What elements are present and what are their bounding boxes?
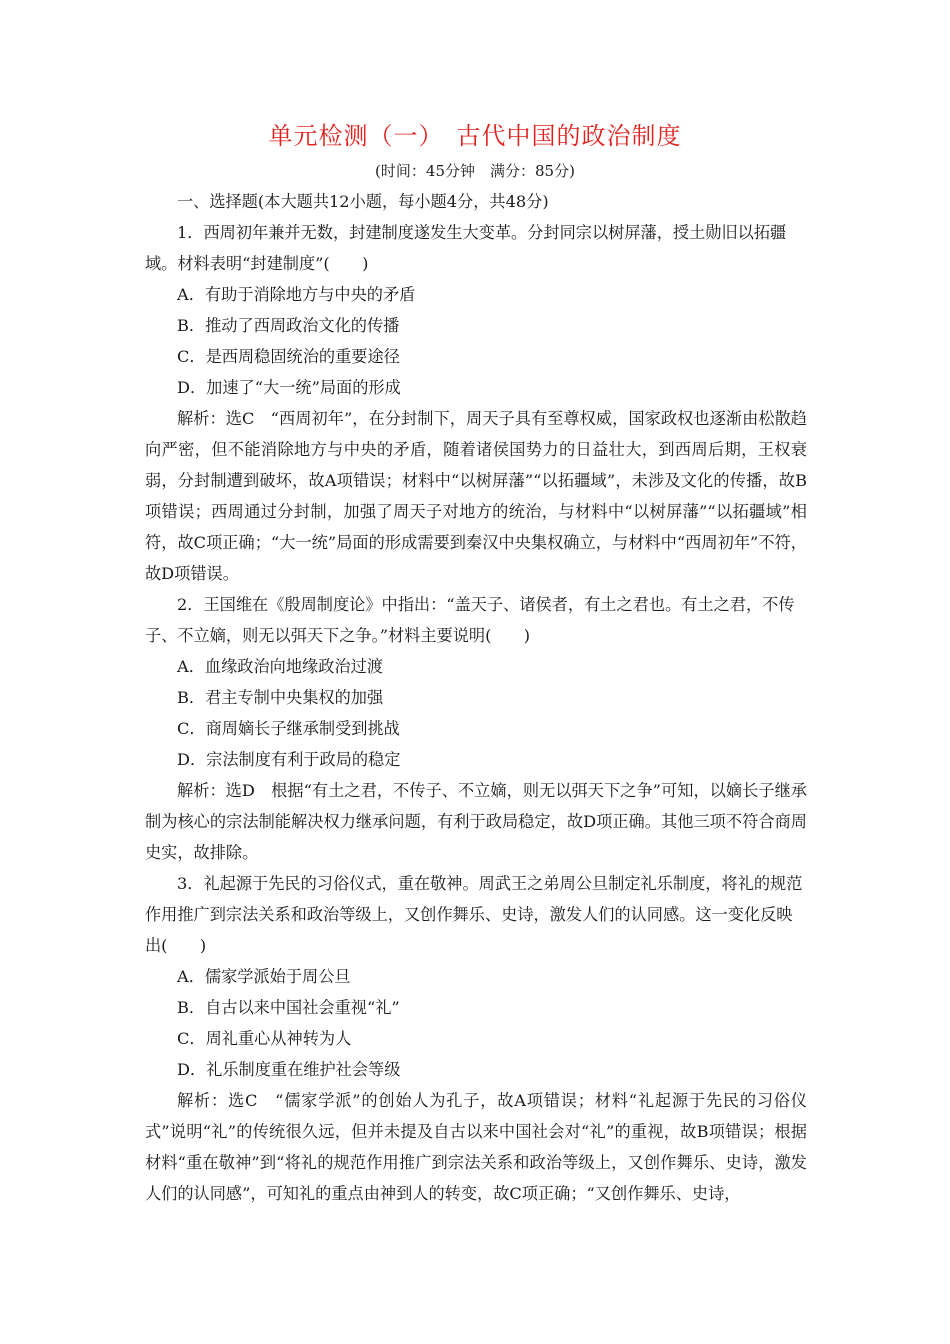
- option-a: A．血缘政治向地缘政治过渡: [177, 657, 383, 676]
- option-a: A．儒家学派始于周公旦: [177, 967, 351, 986]
- answer-analysis: 解析：选D 根据“有土之君，不传子、不立嫡，则无以弭天下之争”可知，以嫡长子继承制为核心的宗法制能解决权力继承问题，有利于政局稳定，故D项正确。其他三项不符合商周史实，故排除。: [145, 781, 807, 862]
- option-d: D．礼乐制度重在维护社会等级: [177, 1060, 401, 1079]
- option-c: C．商周嫡长子继承制受到挑战: [177, 719, 400, 738]
- section-heading: 一、选择题(本大题共12小题，每小题4分，共48分): [177, 192, 549, 211]
- option-b: B．君主专制中央集权的加强: [177, 688, 384, 707]
- option-d: D．加速了“大一统”局面的形成: [177, 378, 401, 397]
- option-c: C．是西周稳固统治的重要途径: [177, 347, 400, 366]
- answer-analysis: 解析：选C “西周初年”，在分封制下，周天子具有至尊权威，国家政权也逐渐由松散趋向严密，但不能消除地方与中央的矛盾，随着诸侯国势力的日益壮大，到西周后期，王权衰弱，分封制遭到破坏，故A项错误；材料中“以树屏藩”“以拓疆域”，未涉及文化的传播，故B项错误；西周通过分封制，加强了周天子对地方的统治，与材料中“以树屏藩”“以拓疆域”相符，故C项正确；“大一统”局面的形成需要到秦汉中央集权确立，与材料中“西周初年”不符，故D项错误。: [145, 409, 807, 583]
- question-stem: 2．王国维在《殷周制度论》中指出：“盖天子、诸侯者，有土之君也。有土之君，不传子、不立嫡，则无以弭天下之争。”材料主要说明( ): [145, 595, 795, 645]
- option-b: B．推动了西周政治文化的传播: [177, 316, 400, 335]
- document-body: [145, 186, 807, 1209]
- option-c: C．周礼重心从神转为人: [177, 1029, 352, 1048]
- option-b: B．自古以来中国社会重视“礼”: [177, 998, 400, 1017]
- page-title: 单元检测（一） 古代中国的政治制度: [268, 122, 682, 150]
- option-a: A．有助于消除地方与中央的矛盾: [177, 285, 416, 304]
- question-stem: 3．礼起源于先民的习俗仪式，重在敬神。周武王之弟周公旦制定礼乐制度，将礼的规范作用推广到宗法关系和政治等级上，又创作舞乐、史诗，激发人们的认同感。这一变化反映出( ): [145, 874, 803, 955]
- answer-analysis: 解析：选C “儒家学派”的创始人为孔子，故A项错误；材料“礼起源于先民的习俗仪式”说明“礼”的传统很久远，但并未提及自古以来中国社会对“礼”的重视，故B项错误；根据材料“重在敬神”到“将礼的规范作用推广到宗法关系和政治等级上，又创作舞乐、史诗，激发人们的认同感”，可知礼的重点由神到人的转变，故C项正确；“又创作舞乐、史诗，: [145, 1091, 807, 1203]
- option-d: D．宗法制度有利于政局的稳定: [177, 750, 401, 769]
- exam-info: (时间：45分钟 满分：85分): [375, 162, 575, 180]
- question-stem: 1．西周初年兼并无数，封建制度遂发生大变革。分封同宗以树屏藩，授土勋旧以拓疆域。材料表明“封建制度”( ): [145, 223, 787, 273]
